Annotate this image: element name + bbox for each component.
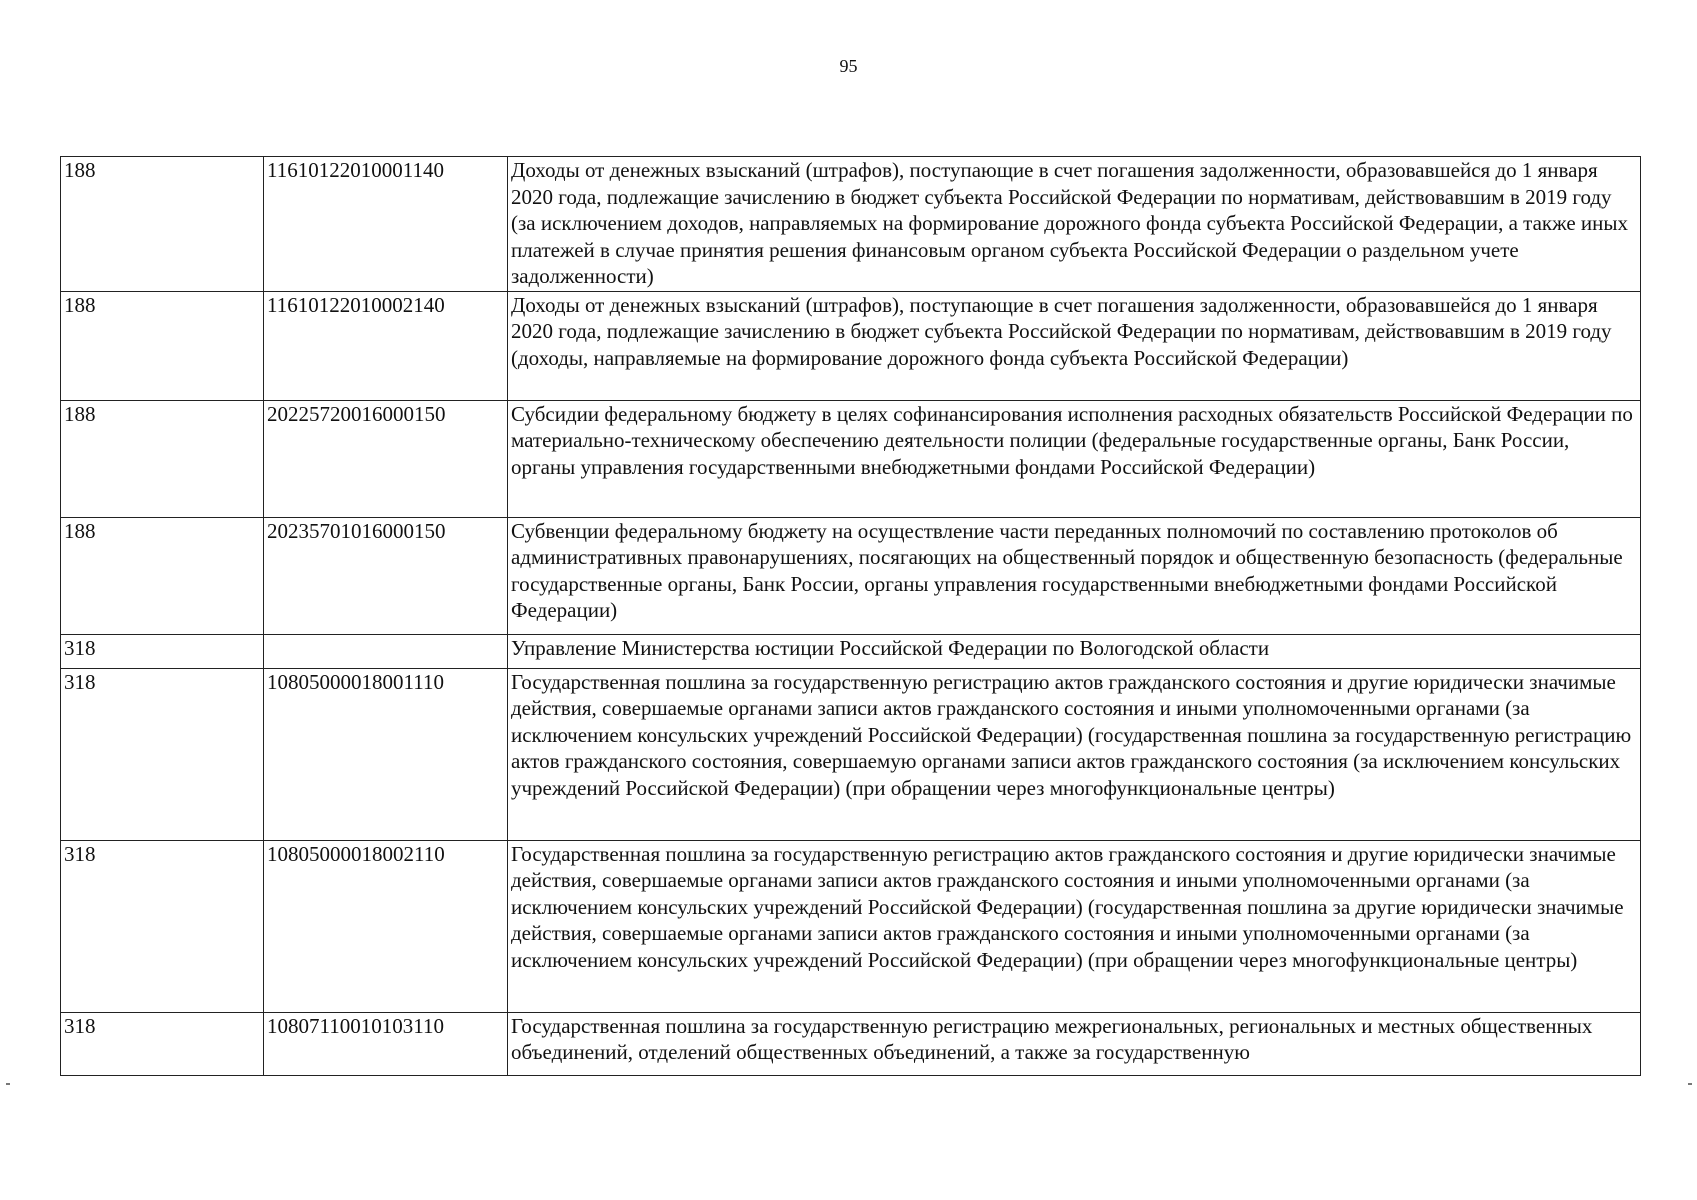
budget-code-cell: 10805000018001110 (264, 668, 508, 840)
revenue-name-cell: Субвенции федеральному бюджету на осуществление части переданных полномочий по составлению протоколов об административных правонарушениях, посягающих на общественный порядок и общественную безопасность (федеральные государственные органы, Банк России, органы управления государственными внебюджетными фондами Российской Федерации) (508, 517, 1641, 634)
table-row (61, 634, 1641, 668)
table-row (61, 157, 1641, 292)
budget-code-cell (264, 634, 508, 668)
budget-code-cell: 11610122010002140 (264, 291, 508, 400)
admin-code-cell: 188 (61, 517, 264, 634)
revenue-name-cell: Субсидии федеральному бюджету в целях софинансирования исполнения расходных обязательств Российской Федерации по материально-техническому обеспечению деятельности полиции (федеральные государственные органы, Банк России, органы управления государственными внебюджетными фондами Российской Федерации) (508, 400, 1641, 517)
budget-code-cell: 20235701016000150 (264, 517, 508, 634)
admin-code-cell: 318 (61, 668, 264, 840)
admin-code-cell: 318 (61, 840, 264, 1012)
revenue-name-cell: Государственная пошлина за государственную регистрацию актов гражданского состояния и другие юридически значимые действия, совершаемые органами записи актов гражданского состояния и иными уполномоченными органами (за исключением консульских учреждений Российской Федерации) (государственная пошлина за государственную регистрацию актов гражданского состояния, совершаемую органами записи актов гражданского состояния (за исключением консульских учреждений Российской Федерации) (при обращении через многофункциональные центры) (508, 668, 1641, 840)
page-number: 95 (839, 56, 858, 76)
revenue-name-cell: Государственная пошлина за государственную регистрацию актов гражданского состояния и другие юридически значимые действия, совершаемые органами записи актов гражданского состояния и иными уполномоченными органами (за исключением консульских учреждений Российской Федерации) (государственная пошлина за другие юридически значимые действия, совершаемые органами записи актов гражданского состояния и иными уполномоченными органами (за исключением консульских учреждений Российской Федерации) (при обращении через многофункциональные центры) (508, 840, 1641, 1012)
revenue-name-cell: Государственная пошлина за государственную регистрацию межрегиональных, региональных и местных общественных объединений, отделений общественных объединений, а также за государственную (508, 1012, 1641, 1075)
table-row (61, 1012, 1641, 1075)
table-row (61, 291, 1641, 400)
budget-code-cell: 20225720016000150 (264, 400, 508, 517)
table-row (61, 840, 1641, 1012)
admin-code-cell: 318 (61, 634, 264, 668)
table-row (61, 400, 1641, 517)
budget-codes-table (60, 156, 1641, 1076)
table-row (61, 668, 1641, 840)
right-margin-mark (1688, 1083, 1692, 1085)
budget-code-cell: 10807110010103110 (264, 1012, 508, 1075)
budget-code-cell: 10805000018002110 (264, 840, 508, 1012)
budget-code-cell: 11610122010001140 (264, 157, 508, 292)
admin-code-cell: 188 (61, 157, 264, 292)
table-row (61, 517, 1641, 634)
left-margin-mark (6, 1083, 10, 1085)
revenue-name-cell: Доходы от денежных взысканий (штрафов), поступающие в счет погашения задолженности, образовавшейся до 1 января 2020 года, подлежащие зачислению в бюджет субъекта Российской Федерации по нормативам, действовавшим в 2019 году (доходы, направляемые на формирование дорожного фонда субъекта Российской Федерации) (508, 291, 1641, 400)
revenue-name-cell: Управление Министерства юстиции Российской Федерации по Вологодской области (508, 634, 1641, 668)
admin-code-cell: 188 (61, 400, 264, 517)
revenue-name-cell: Доходы от денежных взысканий (штрафов), поступающие в счет погашения задолженности, образовавшейся до 1 января 2020 года, подлежащие зачислению в бюджет субъекта Российской Федерации по нормативам, действовавшим в 2019 году (за исключением доходов, направляемых на формирование дорожного фонда субъекта Российской Федерации, а также иных платежей в случае принятия решения финансовым органом субъекта Российской Федерации о раздельном учете задолженности) (508, 157, 1641, 292)
admin-code-cell: 318 (61, 1012, 264, 1075)
admin-code-cell: 188 (61, 291, 264, 400)
